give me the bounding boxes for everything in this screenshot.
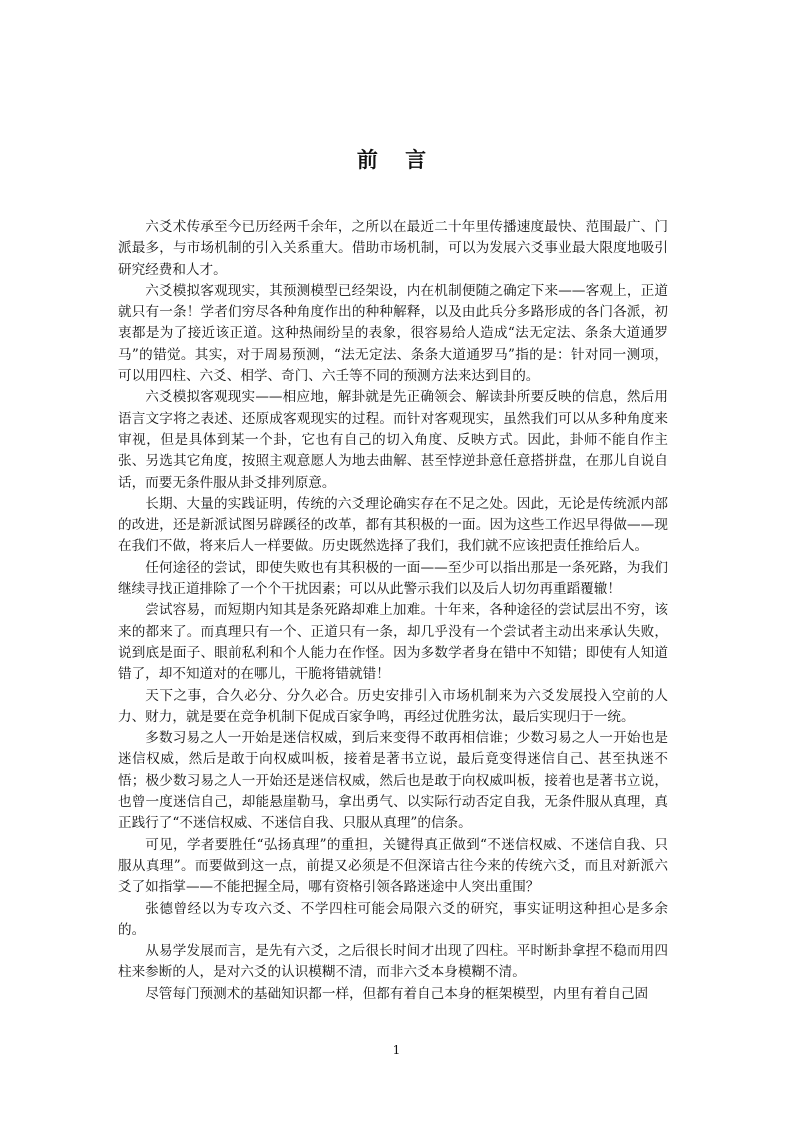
paragraph: 尽管每门预测术的基础知识都一样，但都有着自己本身的框架模型，内里有着自己固 [145, 985, 649, 1002]
paragraph: 多数习易之人一开始是迷信权威，到后来变得不敢再相信谁；少数习易之人一开始也是迷信权威，然后是敢于向权威叫板，接着是著书立说，最后竟变得迷信自己、甚至执迷不悟；极少数习易之人一开始还是迷信权威，然后也是敢于向权威叫板，接着也是著书立说，也曾一度迷信自己，却能悬崖勒马，拿出勇气、以实际行动否定自我，无条件服从真理，真正践行了“不迷信权威、不迷信自我、只服从真理”的信条。 [118, 730, 668, 832]
paragraph: 六爻模拟客观现实——相应地，解卦就是先正确领会、解读卦所要反映的信息，然后用语言文字将之表述、还原成客观现实的过程。而针对客观现实，虽然我们可以从多种角度来审视，但是具体到某一个卦，它也有自己的切入角度、反映方式。因此，卦师不能自作主张、另选其它角度，按照主观意愿人为地去曲解、甚至悖逆卦意任意搭拼盘，在那儿自说自话，而要无条件服从卦爻排列原意。 [118, 389, 668, 491]
paragraph: 任何途径的尝试，即使失败也有其积极的一面——至少可以指出那是一条死路，为我们继续寻找正道排除了一个个干扰因素；可以从此警示我们以及后人切勿再重蹈覆辙！ [118, 559, 668, 598]
paragraph: 尝试容易，而短期内知其是条死路却难上加难。十年来，各种途径的尝试层出不穷，该来的都来了。而真理只有一个、正道只有一条，却几乎没有一个尝试者主动出来承认失败，说到底是面子、眼前私利和个人能力在作怪。因为多数学者身在错中不知错；即使有人知道错了，却不知道对的在哪儿，干脆将错就错！ [118, 602, 668, 683]
paragraph: 长期、大量的实践证明，传统的六爻理论确实存在不足之处。因此，无论是传统派内部的改进，还是新派试图另辟蹊径的改革，都有其积极的一面。因为这些工作迟早得做——现在我们不做，将来后人一样要做。历史既然选择了我们，我们就不应该把责任推给后人。 [118, 495, 668, 555]
body-text [118, 217, 668, 1005]
paragraph: 天下之事，合久必分、分久必合。历史安排引入市场机制来为六爻发展投入空前的人力、财力，就是要在竞争机制下促成百家争鸣，再经过优胜劣汰，最后实现归于一统。 [118, 687, 668, 725]
paragraph: 张德曾经以为专攻六爻、不学四柱可能会局限六爻的研究，事实证明这种担心是多余的。 [118, 900, 668, 938]
paragraph: 可见，学者要胜任“弘扬真理”的重担，关键得真正做到“不迷信权威、不迷信自我、只服从真理”。而要做到这一点，前提又必须是不但深谙古往今来的传统六爻，而且对新派六爻了如指掌——不能把握全局，哪有资格引领各路迷途中人突出重围？ [118, 836, 668, 896]
paragraph: 从易学发展而言，是先有六爻，之后很长时间才出现了四柱。平时断卦拿捏不稳而用四柱来参断的人，是对六爻的认识模糊不清，而非六爻本身模糊不清。 [118, 943, 668, 981]
page-title: 前 言 [356, 148, 437, 172]
page-number: 1 [392, 1043, 401, 1057]
paragraph: 六爻模拟客观现实，其预测模型已经架设，内在机制便随之确定下来——客观上，正道就只有一条！学者们穷尽各种角度作出的种种解释，以及由此兵分多路形成的各门各派，初衷都是为了接近该正道。这种热闹纷呈的表象，很容易给人造成“法无定法、条条大道通罗马”的错觉。其实，对于周易预测，“法无定法、条条大道通罗马”指的是：针对同一测项，可以用四柱、六爻、相学、奇门、六壬等不同的预测方法来达到目的。 [118, 282, 668, 385]
paragraph: 六爻术传承至今已历经两千余年，之所以在最近二十年里传播速度最快、范围最广、门派最多，与市场机制的引入关系重大。借助市场机制，可以为发展六爻事业最大限度地吸引研究经费和人才。 [118, 219, 668, 278]
